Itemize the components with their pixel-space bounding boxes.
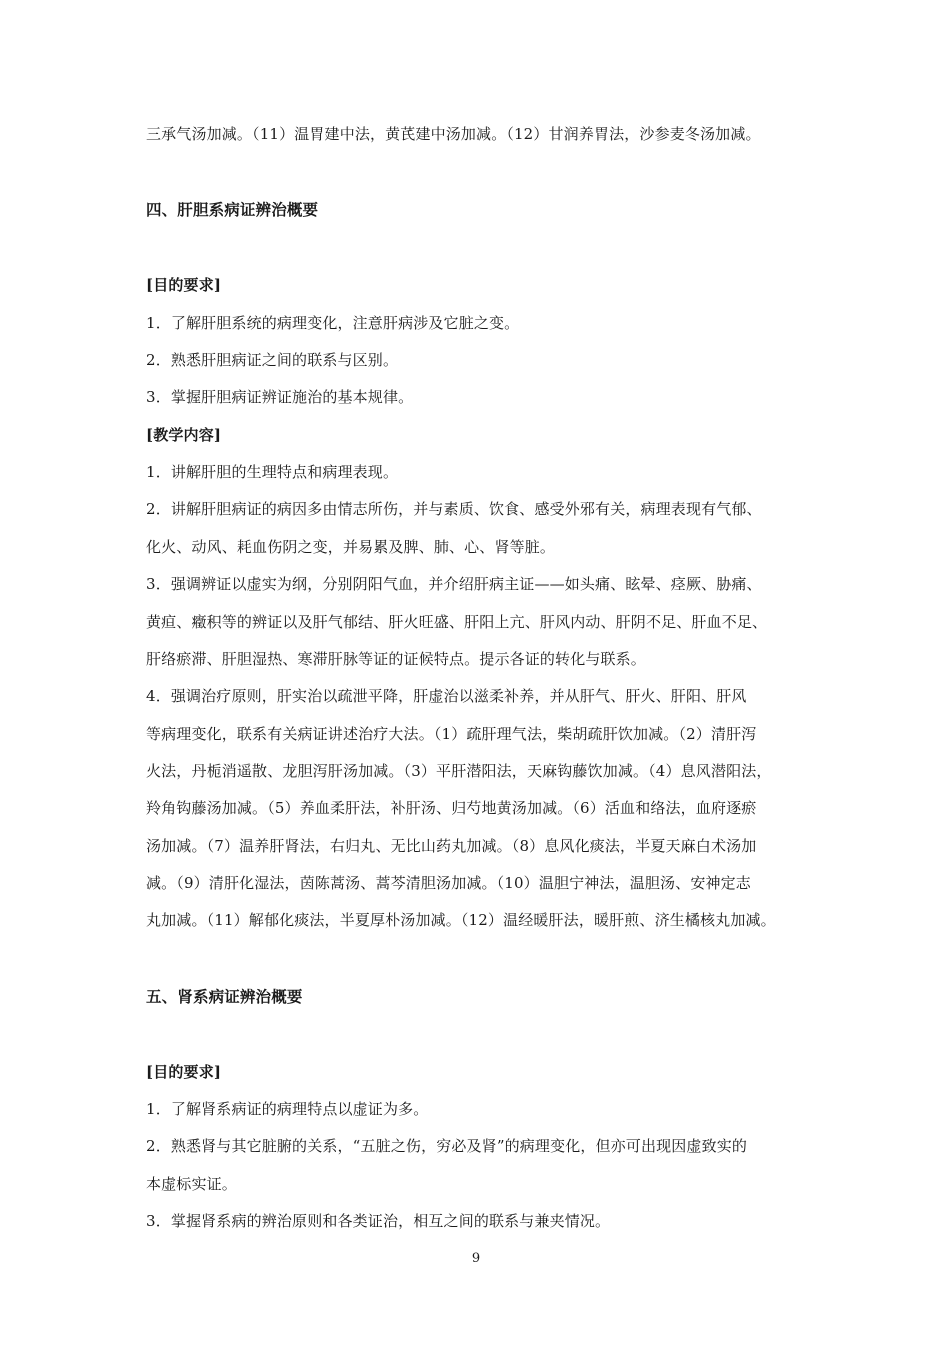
list-item: 3．掌握肝胆病证辨证施治的基本规律。 <box>146 388 414 406</box>
list-item: 2．熟悉肾与其它脏腑的关系，“五脏之伤，穷必及肾”的病理变化，但亦可出现因虚致实的 <box>146 1137 748 1155</box>
paragraph-line: 羚角钩藤汤加减。（5）养血柔肝法，补肝汤、归芍地黄汤加减。（6）活血和络法，血府逐瘀 <box>146 799 757 817</box>
paragraph-line: 肝络瘀滞、肝胆湿热、寒滞肝脉等证的证候特点。提示各证的转化与联系。 <box>146 650 646 668</box>
list-item: 1．讲解肝胆的生理特点和病理表现。 <box>146 463 399 481</box>
paragraph-line: 等病理变化，联系有关病证讲述治疗大法。（1）疏肝理气法，柴胡疏肝饮加减。（2）清肝泻 <box>146 725 757 743</box>
list-item: 3．掌握肾系病的辨治原则和各类证治，相互之间的联系与兼夹情况。 <box>146 1212 611 1230</box>
paragraph-line: 化火、动风、耗血伤阴之变，并易累及脾、肺、心、肾等脏。 <box>146 538 556 556</box>
paragraph-line: 减。（9）清肝化湿法，茵陈蒿汤、蒿芩清胆汤加减。（10）温胆宁神法，温胆汤、安神定志 <box>146 874 751 892</box>
paragraph-line: 火法，丹栀消遥散、龙胆泻肝汤加减。（3）平肝潜阳法，天麻钩藤饮加减。（4）息风潜阳法， <box>146 762 772 780</box>
paragraph-line: 三承气汤加减。（11）温胃建中法，黄芪建中汤加减。（12）甘润养胃法，沙参麦冬汤加减。 <box>146 125 761 143</box>
list-item: 4．强调治疗原则，肝实治以疏泄平降，肝虚治以滋柔补养，并从肝气、肝火、肝阳、肝风 <box>146 687 747 705</box>
paragraph-line: 汤加减。（7）温养肝肾法，右归丸、无比山药丸加减。（8）息风化痰法，半夏天麻白术汤加 <box>146 837 757 855</box>
list-item: 1．了解肝胆系统的病理变化，注意肝病涉及它脏之变。 <box>146 314 520 332</box>
section-heading-liver-gallbladder: 四、肝胆系病证辨治概要 <box>146 200 319 219</box>
list-item: 2．熟悉肝胆病证之间的联系与区别。 <box>146 351 399 369</box>
list-item: 1．了解肾系病证的病理特点以虚证为多。 <box>146 1100 429 1118</box>
list-item: 3．强调辨证以虚实为纲，分别阴阳气血，并介绍肝病主证——如头痛、眩晕、痉厥、胁痛、 <box>146 575 762 593</box>
paragraph-line: 本虚标实证。 <box>146 1175 237 1193</box>
subheading-objectives: [目的要求] <box>146 276 222 294</box>
page-number: 9 <box>471 1251 481 1266</box>
paragraph-line: 丸加减。（11）解郁化痰法，半夏厚朴汤加减。（12）温经暖肝法，暖肝煎、济生橘核丸加减。 <box>146 911 776 929</box>
paragraph-line: 黄疸、癥积等的辨证以及肝气郁结、肝火旺盛、肝阳上亢、肝风内动、肝阴不足、肝血不足、 <box>146 613 768 631</box>
subheading-objectives: [目的要求] <box>146 1063 222 1081</box>
list-item: 2．讲解肝胆病证的病因多由情志所伤，并与素质、饮食、感受外邪有关，病理表现有气郁、 <box>146 500 762 518</box>
subheading-teaching-content: [教学内容] <box>146 426 222 444</box>
section-heading-kidney: 五、肾系病证辨治概要 <box>146 987 303 1006</box>
